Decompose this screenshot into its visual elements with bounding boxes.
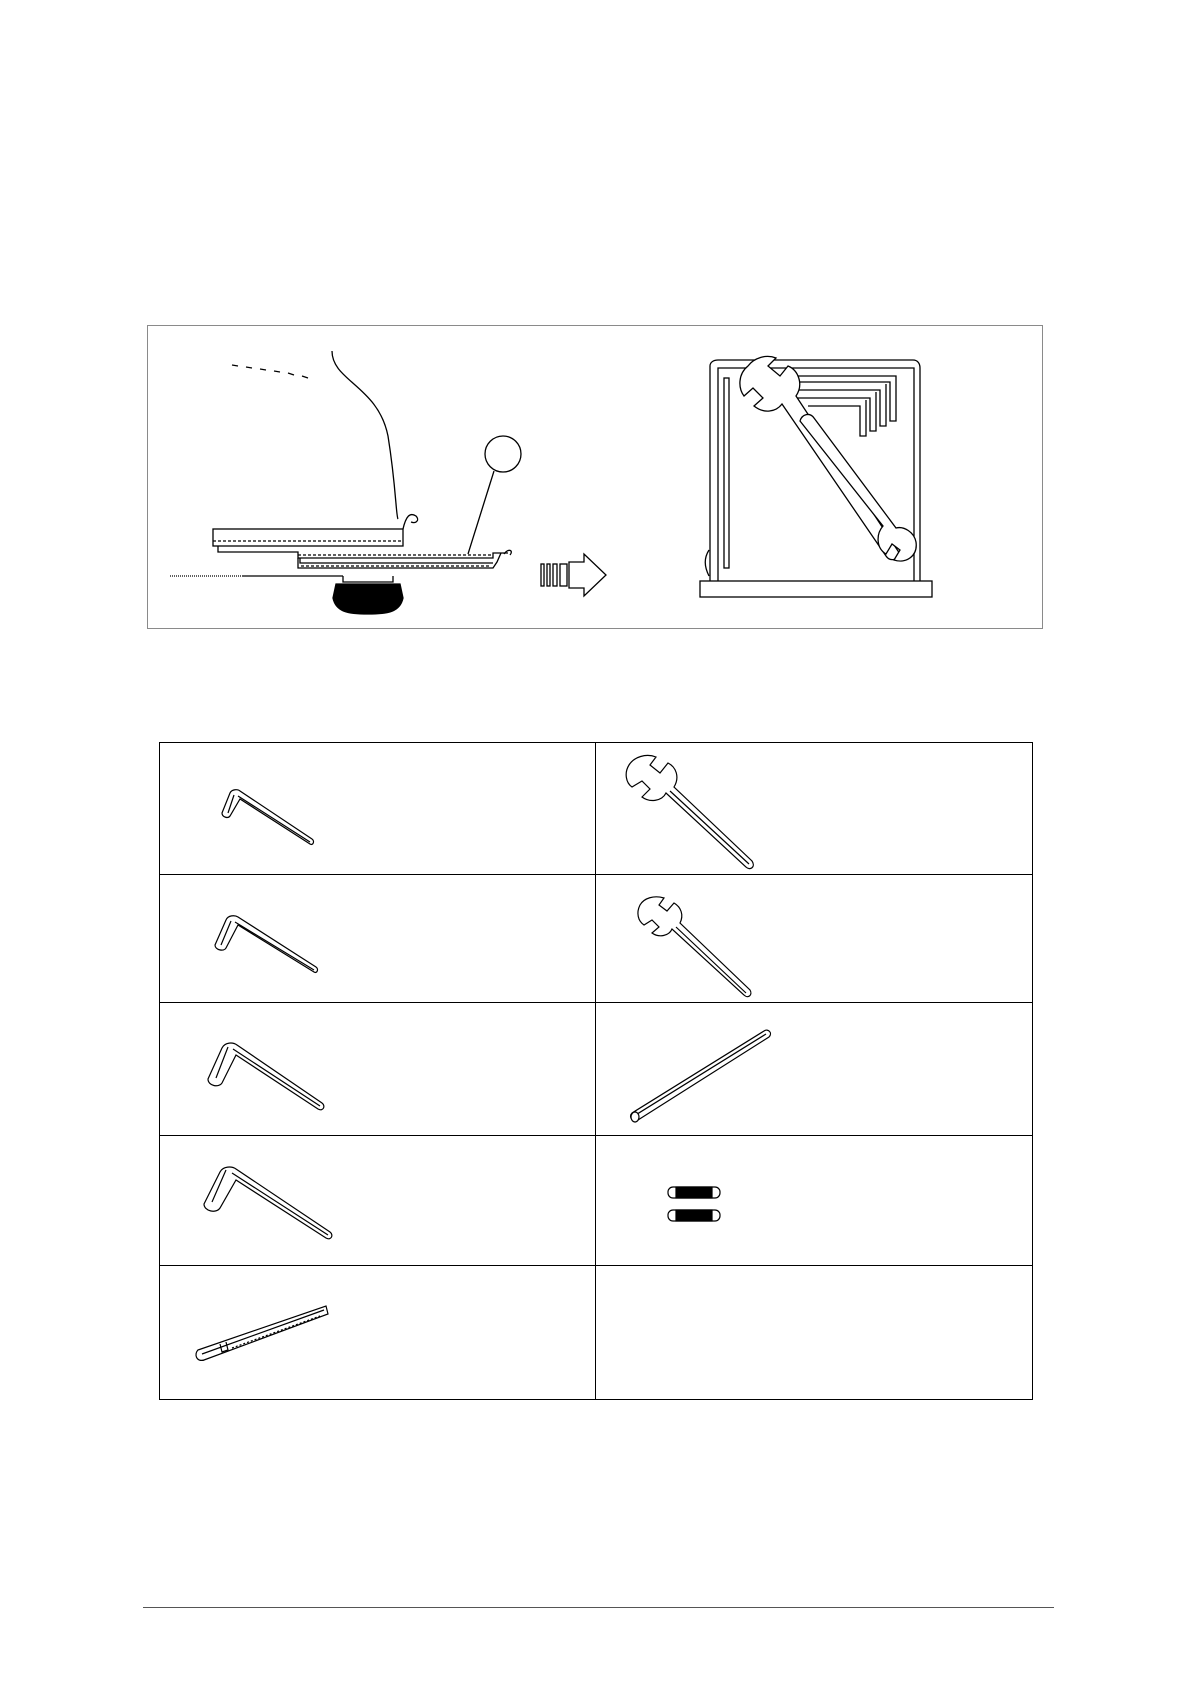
tool-cell-wrench-small: [596, 875, 1033, 1003]
tool-holder-drawer: [700, 356, 932, 597]
hex-key-xlarge-icon: [160, 1136, 596, 1266]
tool-kit-table: [159, 742, 1033, 1400]
open-end-wrench-large-icon: [596, 743, 1033, 875]
machine-body-outline: [232, 351, 398, 519]
tool-cell-empty: [596, 1266, 1033, 1400]
table-row: [160, 875, 1033, 1003]
tool-cell-hex-key-large: [160, 1003, 596, 1136]
tool-cell-hex-key-small: [160, 743, 596, 875]
table-row: [160, 1266, 1033, 1400]
table-row: [160, 1003, 1033, 1136]
hex-key-small-icon: [160, 743, 596, 875]
tool-cell-hex-key-xlarge: [160, 1136, 596, 1266]
tool-cell-stake-gauge: [160, 1266, 596, 1400]
tool-cell-steel-rod: [596, 1003, 1033, 1136]
drawer-figure: [147, 325, 1043, 629]
table-row: [160, 743, 1033, 875]
stake-gauge-icon: [160, 1266, 596, 1400]
hex-key-large-icon: [160, 1003, 596, 1136]
tool-cell-spare-fuses: [596, 1136, 1033, 1266]
open-end-wrench-small-icon: [596, 875, 1033, 1003]
tool-cell-wrench-large: [596, 743, 1033, 875]
spare-fuses-icon: [596, 1136, 1033, 1266]
hex-key-medium-icon: [160, 875, 596, 1003]
tool-cell-hex-key-medium: [160, 875, 596, 1003]
footer-rule: [143, 1607, 1054, 1608]
insert-arrow-icon: [541, 554, 606, 596]
table-row: [160, 1136, 1033, 1266]
drawer-section-view: [170, 436, 521, 614]
drawer-figure-drawing: [148, 326, 1044, 630]
steel-rod-icon: [596, 1003, 1033, 1136]
